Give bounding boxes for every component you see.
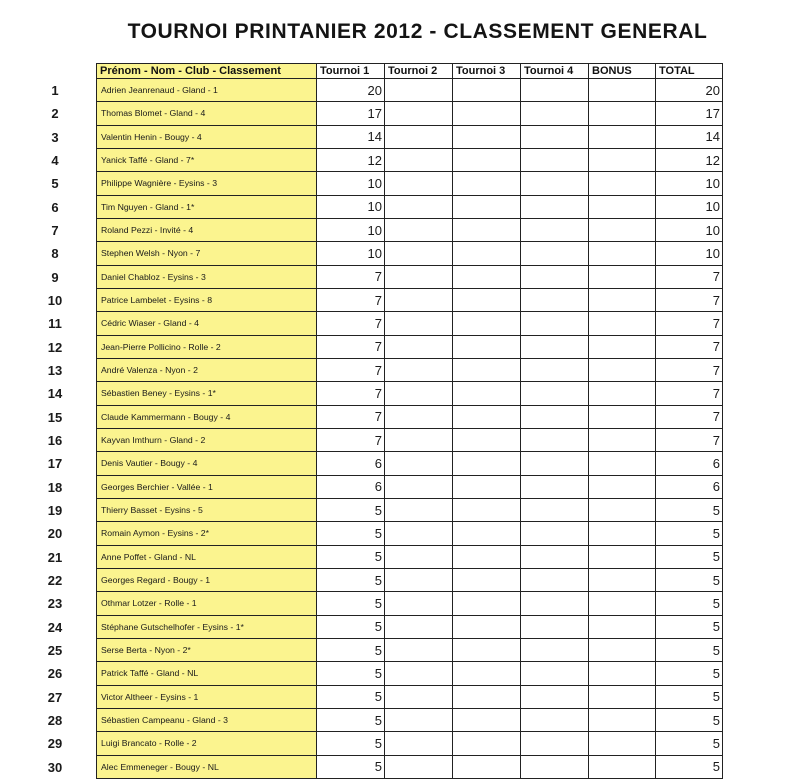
tournoi-3-cell	[453, 428, 521, 451]
header-tournoi-3: Tournoi 3	[453, 64, 521, 79]
total-cell: 7	[656, 265, 723, 288]
player-name-cell: Stéphane Gutschelhofer - Eysins - 1*	[97, 615, 317, 638]
player-name-cell: Thomas Blomet - Gland - 4	[97, 102, 317, 125]
player-name-cell: Victor Altheer - Eysins - 1	[97, 685, 317, 708]
table-row	[97, 522, 723, 545]
player-name-cell: Sébastien Beney - Eysins - 1*	[97, 382, 317, 405]
tournoi-4-cell	[521, 708, 589, 731]
player-name-cell: André Valenza - Nyon - 2	[97, 358, 317, 381]
tournoi-4-cell	[521, 382, 589, 405]
rank-number: 7	[51, 222, 59, 238]
player-name-cell: Roland Pezzi - Invité - 4	[97, 218, 317, 241]
player-name-cell: Anne Poffet - Gland - NL	[97, 545, 317, 568]
tournoi-2-cell	[385, 148, 453, 171]
tournoi-4-cell	[521, 148, 589, 171]
tournoi-3-cell	[453, 382, 521, 405]
rank-number: 25	[47, 642, 63, 658]
bonus-cell	[589, 662, 656, 685]
bonus-cell	[589, 522, 656, 545]
player-name-cell: Yanick Taffé - Gland - 7*	[97, 148, 317, 171]
player-name-cell: Luigi Brancato - Rolle - 2	[97, 732, 317, 755]
rank-number: 23	[47, 596, 63, 612]
tournoi-2-cell	[385, 592, 453, 615]
tournoi-4-cell	[521, 312, 589, 335]
tournoi-4-cell	[521, 172, 589, 195]
tournoi-3-cell	[453, 172, 521, 195]
tournoi-2-cell	[385, 125, 453, 148]
player-name-cell: Adrien Jeanrenaud - Gland - 1	[97, 79, 317, 102]
total-cell: 10	[656, 172, 723, 195]
rank-number: 17	[47, 456, 63, 472]
tournoi-4-cell	[521, 662, 589, 685]
rank-number: 3	[51, 129, 59, 145]
tournoi-1-cell: 5	[317, 592, 385, 615]
player-name-cell: Daniel Chabloz - Eysins - 3	[97, 265, 317, 288]
bonus-cell	[589, 172, 656, 195]
tournoi-4-cell	[521, 638, 589, 661]
tournoi-2-cell	[385, 405, 453, 428]
player-name-cell: Georges Berchier - Vallée - 1	[97, 475, 317, 498]
tournoi-2-cell	[385, 638, 453, 661]
total-cell: 7	[656, 358, 723, 381]
total-cell: 14	[656, 125, 723, 148]
total-cell: 5	[656, 732, 723, 755]
table-row	[97, 685, 723, 708]
tournoi-3-cell	[453, 545, 521, 568]
tournoi-4-cell	[521, 685, 589, 708]
total-cell: 7	[656, 405, 723, 428]
total-cell: 6	[656, 475, 723, 498]
total-cell: 10	[656, 195, 723, 218]
tournoi-3-cell	[453, 568, 521, 591]
tournoi-1-cell: 5	[317, 615, 385, 638]
total-cell: 10	[656, 218, 723, 241]
tournoi-1-cell: 14	[317, 125, 385, 148]
player-name-cell: Tim Nguyen - Gland - 1*	[97, 195, 317, 218]
bonus-cell	[589, 755, 656, 778]
total-cell: 5	[656, 615, 723, 638]
rank-number: 8	[51, 246, 59, 262]
tournoi-4-cell	[521, 522, 589, 545]
bonus-cell	[589, 568, 656, 591]
header-tournoi-1: Tournoi 1	[317, 64, 385, 79]
tournoi-3-cell	[453, 242, 521, 265]
tournoi-2-cell	[385, 102, 453, 125]
bonus-cell	[589, 358, 656, 381]
tournoi-2-cell	[385, 242, 453, 265]
table-row	[97, 148, 723, 171]
tournoi-3-cell	[453, 522, 521, 545]
rank-number: 14	[47, 386, 63, 402]
bonus-cell	[589, 405, 656, 428]
tournoi-1-cell: 7	[317, 265, 385, 288]
player-name-cell: Georges Regard - Bougy - 1	[97, 568, 317, 591]
total-cell: 5	[656, 522, 723, 545]
tournoi-4-cell	[521, 405, 589, 428]
bonus-cell	[589, 288, 656, 311]
tournoi-3-cell	[453, 615, 521, 638]
bonus-cell	[589, 335, 656, 358]
table-row	[97, 708, 723, 731]
tournoi-1-cell: 17	[317, 102, 385, 125]
tournoi-3-cell	[453, 405, 521, 428]
tournoi-2-cell	[385, 428, 453, 451]
rank-number: 11	[48, 316, 62, 332]
tournoi-3-cell	[453, 125, 521, 148]
rank-number: 30	[47, 759, 63, 775]
bonus-cell	[589, 218, 656, 241]
table-row	[97, 545, 723, 568]
table-row	[97, 335, 723, 358]
total-cell: 5	[656, 638, 723, 661]
rank-number: 1	[51, 83, 59, 98]
bonus-cell	[589, 195, 656, 218]
tournoi-1-cell: 6	[317, 452, 385, 475]
rank-number: 27	[47, 689, 63, 705]
tournoi-3-cell	[453, 335, 521, 358]
tournoi-1-cell: 5	[317, 545, 385, 568]
tournoi-2-cell	[385, 218, 453, 241]
table-row	[97, 172, 723, 195]
table-row	[97, 428, 723, 451]
total-cell: 17	[656, 102, 723, 125]
player-name-cell: Jean-Pierre Pollicino - Rolle - 2	[97, 335, 317, 358]
tournoi-4-cell	[521, 79, 589, 102]
tournoi-4-cell	[521, 195, 589, 218]
tournoi-1-cell: 6	[317, 475, 385, 498]
bonus-cell	[589, 265, 656, 288]
table-row	[97, 498, 723, 521]
tournoi-1-cell: 5	[317, 522, 385, 545]
table-row	[97, 218, 723, 241]
table-row	[97, 638, 723, 661]
tournoi-4-cell	[521, 568, 589, 591]
bonus-cell	[589, 148, 656, 171]
tournoi-4-cell	[521, 242, 589, 265]
tournoi-3-cell	[453, 755, 521, 778]
tournoi-1-cell: 5	[317, 732, 385, 755]
tournoi-2-cell	[385, 522, 453, 545]
player-name-cell: Valentin Henin - Bougy - 4	[97, 125, 317, 148]
tournoi-4-cell	[521, 288, 589, 311]
bonus-cell	[589, 685, 656, 708]
bonus-cell	[589, 498, 656, 521]
tournoi-2-cell	[385, 732, 453, 755]
total-cell: 5	[656, 708, 723, 731]
tournoi-1-cell: 7	[317, 405, 385, 428]
table-row	[97, 405, 723, 428]
total-cell: 7	[656, 312, 723, 335]
table-row	[97, 195, 723, 218]
tournoi-1-cell: 7	[317, 288, 385, 311]
tournoi-4-cell	[521, 335, 589, 358]
table-row	[97, 312, 723, 335]
tournoi-2-cell	[385, 662, 453, 685]
table-row	[97, 452, 723, 475]
rank-number: 2	[51, 106, 59, 122]
player-name-cell: Stephen Welsh - Nyon - 7	[97, 242, 317, 265]
bonus-cell	[589, 79, 656, 102]
table-row	[97, 102, 723, 125]
total-cell: 10	[656, 242, 723, 265]
tournoi-3-cell	[453, 265, 521, 288]
total-cell: 7	[656, 382, 723, 405]
tournoi-1-cell: 5	[317, 498, 385, 521]
bonus-cell	[589, 732, 656, 755]
rank-number: 28	[47, 712, 63, 728]
tournoi-2-cell	[385, 195, 453, 218]
tournoi-2-cell	[385, 568, 453, 591]
tournoi-3-cell	[453, 102, 521, 125]
tournoi-2-cell	[385, 335, 453, 358]
bonus-cell	[589, 615, 656, 638]
table-row	[97, 288, 723, 311]
total-cell: 5	[656, 685, 723, 708]
rank-number: 29	[47, 736, 63, 752]
tournoi-2-cell	[385, 265, 453, 288]
rank-number: 9	[51, 269, 59, 285]
rank-number: 12	[47, 339, 63, 355]
tournoi-3-cell	[453, 195, 521, 218]
tournoi-2-cell	[385, 172, 453, 195]
tournoi-4-cell	[521, 498, 589, 521]
header-bonus: BONUS	[589, 64, 656, 79]
tournoi-4-cell	[521, 755, 589, 778]
tournoi-1-cell: 5	[317, 662, 385, 685]
rank-number: 15	[47, 409, 63, 425]
tournoi-2-cell	[385, 755, 453, 778]
player-name-cell: Serse Berta - Nyon - 2*	[97, 638, 317, 661]
table-row	[97, 265, 723, 288]
total-cell: 20	[656, 79, 723, 102]
tournoi-3-cell	[453, 452, 521, 475]
table-row	[97, 242, 723, 265]
player-name-cell: Philippe Wagnière - Eysins - 3	[97, 172, 317, 195]
tournoi-3-cell	[453, 312, 521, 335]
rank-number: 13	[47, 362, 63, 378]
tournoi-3-cell	[453, 358, 521, 381]
tournoi-2-cell	[385, 452, 453, 475]
tournoi-3-cell	[453, 218, 521, 241]
tournoi-2-cell	[385, 382, 453, 405]
header-tournoi-2: Tournoi 2	[385, 64, 453, 79]
tournoi-4-cell	[521, 615, 589, 638]
player-name-cell: Denis Vautier - Bougy - 4	[97, 452, 317, 475]
tournoi-1-cell: 7	[317, 358, 385, 381]
total-cell: 12	[656, 148, 723, 171]
tournoi-4-cell	[521, 732, 589, 755]
bonus-cell	[589, 102, 656, 125]
bonus-cell	[589, 708, 656, 731]
rank-number: 18	[47, 479, 63, 495]
total-cell: 5	[656, 592, 723, 615]
tournoi-1-cell: 5	[317, 638, 385, 661]
rank-number: 10	[47, 292, 63, 308]
bonus-cell	[589, 312, 656, 335]
player-name-cell: Sébastien Campeanu - Gland - 3	[97, 708, 317, 731]
tournoi-2-cell	[385, 475, 453, 498]
tournoi-4-cell	[521, 545, 589, 568]
rank-number: 22	[47, 572, 63, 588]
tournoi-4-cell	[521, 218, 589, 241]
player-name-cell: Alec Emmeneger - Bougy - NL	[97, 755, 317, 778]
total-cell: 5	[656, 545, 723, 568]
player-name-cell: Cédric Wiaser - Gland - 4	[97, 312, 317, 335]
bonus-cell	[589, 125, 656, 148]
player-name-cell: Romain Aymon - Eysins - 2*	[97, 522, 317, 545]
tournoi-3-cell	[453, 638, 521, 661]
total-cell: 5	[656, 755, 723, 778]
table-row	[97, 732, 723, 755]
table-row	[97, 79, 723, 102]
tournoi-1-cell: 7	[317, 428, 385, 451]
bonus-cell	[589, 242, 656, 265]
table-row	[97, 615, 723, 638]
tournoi-1-cell: 7	[317, 382, 385, 405]
table-row	[97, 568, 723, 591]
table-row	[97, 125, 723, 148]
tournoi-1-cell: 10	[317, 218, 385, 241]
tournoi-3-cell	[453, 708, 521, 731]
tournoi-4-cell	[521, 358, 589, 381]
player-name-cell: Othmar Lotzer - Rolle - 1	[97, 592, 317, 615]
rank-column	[30, 79, 80, 779]
tournoi-3-cell	[453, 732, 521, 755]
tournoi-2-cell	[385, 545, 453, 568]
table-row	[97, 592, 723, 615]
tournoi-1-cell: 10	[317, 172, 385, 195]
tournoi-1-cell: 10	[317, 242, 385, 265]
bonus-cell	[589, 592, 656, 615]
rank-number: 6	[51, 199, 59, 215]
tournoi-3-cell	[453, 592, 521, 615]
tournoi-3-cell	[453, 288, 521, 311]
table-row	[97, 382, 723, 405]
table-row	[97, 662, 723, 685]
tournoi-3-cell	[453, 148, 521, 171]
standings-table	[96, 63, 723, 779]
page-title: TOURNOI PRINTANIER 2012 - CLASSEMENT GENERAL	[127, 20, 708, 43]
tournoi-4-cell	[521, 452, 589, 475]
tournoi-2-cell	[385, 615, 453, 638]
tournoi-1-cell: 7	[317, 312, 385, 335]
player-name-cell: Kayvan Imthurn - Gland - 2	[97, 428, 317, 451]
total-cell: 5	[656, 662, 723, 685]
tournoi-3-cell	[453, 79, 521, 102]
total-cell: 7	[656, 288, 723, 311]
total-cell: 7	[656, 428, 723, 451]
tournoi-2-cell	[385, 685, 453, 708]
tournoi-2-cell	[385, 288, 453, 311]
tournoi-1-cell: 20	[317, 79, 385, 102]
tournoi-1-cell: 7	[317, 335, 385, 358]
rank-number: 26	[47, 666, 63, 682]
bonus-cell	[589, 545, 656, 568]
rank-number: 19	[47, 502, 63, 518]
tournoi-3-cell	[453, 498, 521, 521]
player-name-cell: Thierry Basset - Eysins - 5	[97, 498, 317, 521]
tournoi-2-cell	[385, 358, 453, 381]
tournoi-4-cell	[521, 475, 589, 498]
header-player: Prénom - Nom - Club - Classement	[97, 64, 317, 79]
tournoi-1-cell: 5	[317, 755, 385, 778]
tournoi-2-cell	[385, 708, 453, 731]
header-row	[97, 64, 723, 79]
header-tournoi-4: Tournoi 4	[521, 64, 589, 79]
tournoi-1-cell: 10	[317, 195, 385, 218]
tournoi-2-cell	[385, 312, 453, 335]
tournoi-4-cell	[521, 265, 589, 288]
tournoi-4-cell	[521, 102, 589, 125]
rank-number: 4	[51, 152, 59, 168]
rank-number: 5	[51, 176, 59, 192]
total-cell: 5	[656, 568, 723, 591]
total-cell: 6	[656, 452, 723, 475]
table-row	[97, 475, 723, 498]
tournoi-1-cell: 5	[317, 568, 385, 591]
tournoi-3-cell	[453, 475, 521, 498]
tournoi-1-cell: 5	[317, 685, 385, 708]
total-cell: 5	[656, 498, 723, 521]
header-total: TOTAL	[656, 64, 723, 79]
tournoi-1-cell: 12	[317, 148, 385, 171]
tournoi-4-cell	[521, 592, 589, 615]
total-cell: 7	[656, 335, 723, 358]
bonus-cell	[589, 638, 656, 661]
bonus-cell	[589, 382, 656, 405]
tournoi-3-cell	[453, 662, 521, 685]
tournoi-2-cell	[385, 79, 453, 102]
rank-number: 20	[47, 526, 63, 542]
rank-number: 21	[47, 549, 63, 565]
player-name-cell: Patrick Taffé - Gland - NL	[97, 662, 317, 685]
rank-number: 16	[47, 432, 63, 448]
rank-number: 24	[47, 619, 63, 635]
bonus-cell	[589, 428, 656, 451]
tournoi-2-cell	[385, 498, 453, 521]
bonus-cell	[589, 452, 656, 475]
tournoi-1-cell: 5	[317, 708, 385, 731]
tournoi-4-cell	[521, 428, 589, 451]
tournoi-3-cell	[453, 685, 521, 708]
player-name-cell: Claude Kammermann - Bougy - 4	[97, 405, 317, 428]
table-row	[97, 755, 723, 778]
table-row	[97, 358, 723, 381]
bonus-cell	[589, 475, 656, 498]
tournoi-4-cell	[521, 125, 589, 148]
player-name-cell: Patrice Lambelet - Eysins - 8	[97, 288, 317, 311]
